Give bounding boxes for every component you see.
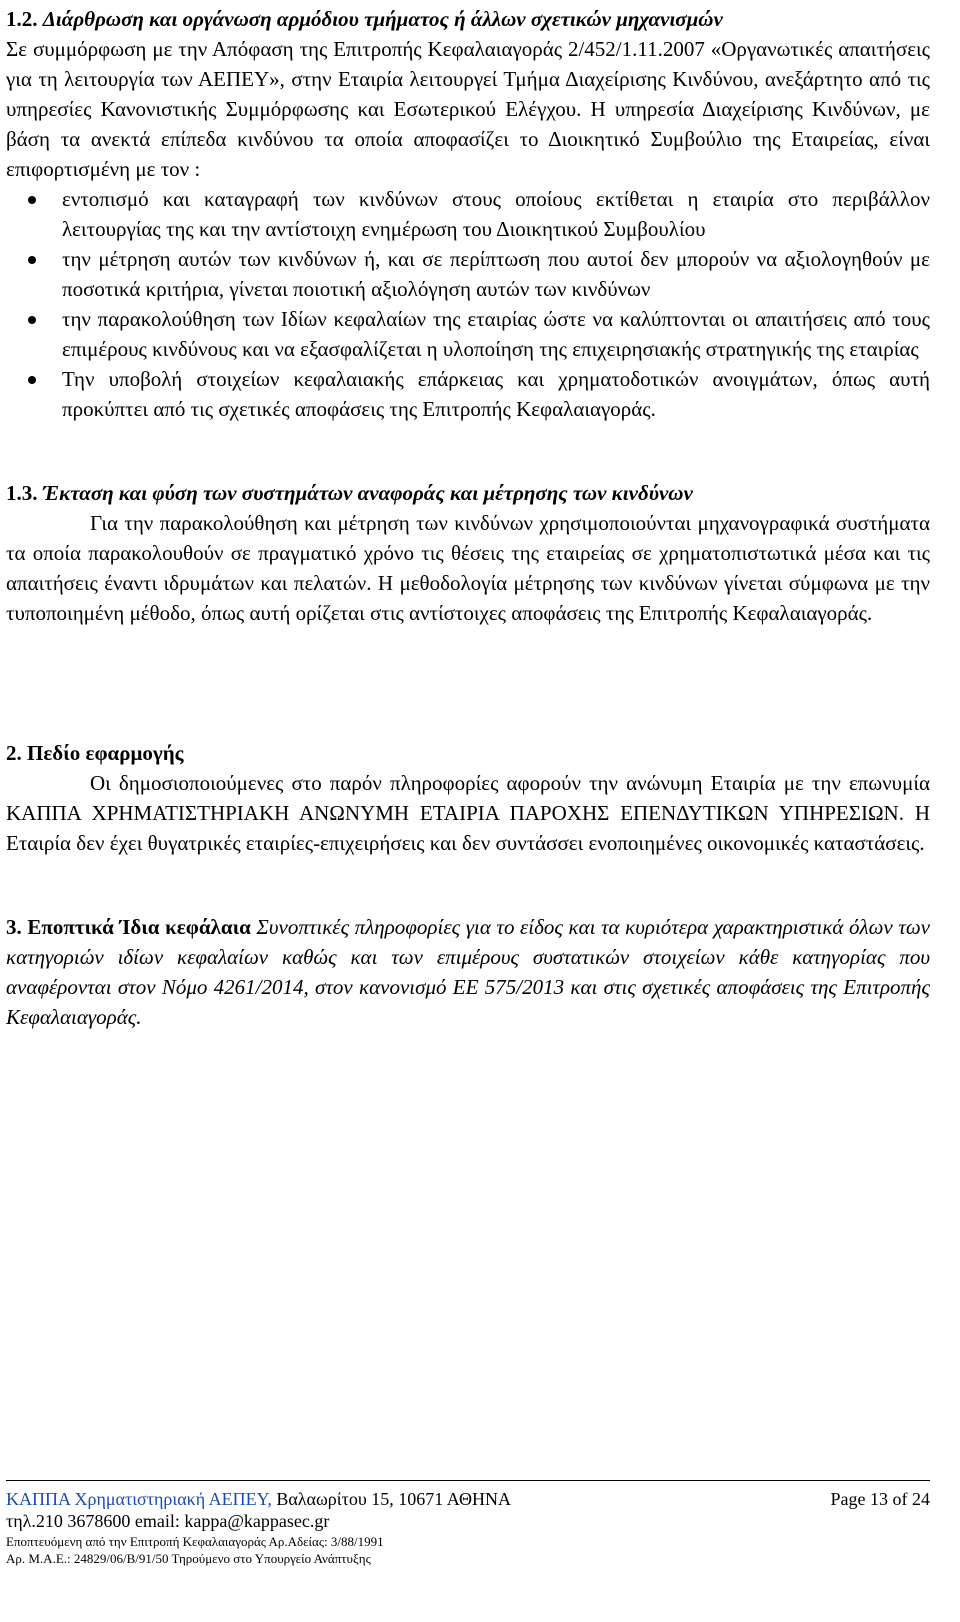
section-1-3-heading [6, 478, 930, 508]
section-2-body: Οι δημοσιοποιούμενες στο παρόν πληροφορίες αφορούν την ανώνυμη Εταιρία με την επωνυμία ΚΑΠΠΑ ΧΡΗΜΑΤΙΣΤΗΡΙΑΚΗ ΑΝΩΝΥΜΗ ΕΤΑΙΡΙΑ ΠΑΡΟΧΗΣ ΕΠΕΝΔΥΤΙΚΩΝ ΥΠΗΡΕΣΙΩΝ. Η Εταιρία δεν έχει θυγατρικές εταιρίες-επιχειρήσεις και δεν συντάσσει ενοποιημένες οικονομικές καταστάσεις. [6, 771, 930, 855]
section-3-paragraph [6, 912, 930, 1032]
footer-supervision: Εποπτευόμενη από την Επιτροπή Κεφαλαιαγοράς Αρ.Αδείας: 3/88/1991 [6, 1534, 384, 1549]
section-1-2-heading [6, 4, 930, 34]
bullet-icon [28, 196, 36, 204]
list-item: την μέτρηση αυτών των κινδύνων ή, και σε περίπτωση που αυτοί δεν μπορούν να αξιολογηθούν με ποσοτικά κριτήρια, γίνεται ποιοτική αξιολόγηση αυτών των κινδύνων [6, 244, 930, 304]
section-2-heading: 2. Πεδίο εφαρμογής [6, 741, 184, 765]
footer-contact: τηλ.210 3678600 email: kappa@kappasec.gr [6, 1511, 330, 1531]
section-number: 1.3. [6, 481, 38, 505]
section-title: Έκταση και φύση των συστημάτων αναφοράς και μέτρησης των κινδύνων [42, 481, 693, 505]
footer-address: Βαλαωρίτου 15, 10671 ΑΘΗΝΑ [271, 1489, 512, 1509]
section-1-2-intro: Σε συμμόρφωση με την Απόφαση της Επιτροπής Κεφαλαιαγοράς 2/452/1.11.2007 «Οργανωτικές απαιτήσεις για τη λειτουργία των ΑΕΠΕΥ», στην Εταιρία λειτουργεί Τμήμα Διαχείρισης Κινδύνου, ανεξάρτητο από τις υπηρεσίες Κανονιστικής Συμμόρφωσης και Εσωτερικού Ελέγχου. Η υπηρεσία Διαχείρισης Κινδύνων, με βάση τα ανεκτά επίπεδα κινδύνου τα οποία αποφασίζει το Διοικητικό Συμβούλιο της Εταιρείας, είναι επιφορτισμένη με τον : [6, 37, 930, 181]
bullet-icon [28, 376, 36, 384]
page-number: Page 13 of 24 [830, 1489, 930, 1509]
bullet-icon [28, 316, 36, 324]
section-3-heading: 3. Εποπτικά Ίδια κεφάλαια [6, 915, 251, 939]
footer-registry: Αρ. Μ.Α.Ε.: 24829/06/Β/91/50 Τηρούμενο στο Υπουργείο Ανάπτυξης [6, 1551, 371, 1566]
section-title: Διάρθρωση και οργάνωση αρμόδιου τμήματος ή άλλων σχετικών μηχανισμών [42, 7, 723, 31]
footer-line-1 [6, 1488, 930, 1510]
section-number: 1.2. [6, 7, 38, 31]
section-3-body: Συνοπτικές πληροφορίες για το είδος και τα κυριότερα χαρακτηριστικά όλων των κατηγοριών ιδίων κεφαλαίων καθώς και των επιμέρους συστατικών στοιχείων κάθε κατηγορίας που αναφέρονται στον Νόμο 4261/2014, στον κανονισμό ΕΕ 575/2013 και στις σχετικές αποφάσεις της Επιτροπής Κεφαλαιαγοράς. [6, 915, 931, 1029]
bullet-icon [28, 256, 36, 264]
risk-duties-list [6, 184, 930, 424]
list-item: την παρακολούθηση των Ιδίων κεφαλαίων της εταιρίας ώστε να καλύπτονται οι απαιτήσεις από τους επιμέρους κινδύνους και να εξασφαλίζεται η υλοποίηση της επιχειρησιακής στρατηγικής της εταιρίας [6, 304, 930, 364]
footer-divider [6, 1480, 930, 1481]
section-1-3-body: Για την παρακολούθηση και μέτρηση των κινδύνων χρησιμοποιούνται μηχανογραφικά συστήματα τα οποία παρακολουθούν σε πραγματικό χρόνο τις θέσεις της εταιρείας σε χρηματοπιστωτικά μέσα και τις απαιτήσεις έναντι ιδρυμάτων και πελατών. Η μεθοδολογία μέτρησης των κινδύνων γίνεται σύμφωνα με την τυποποιημένη μέθοδο, όπως αυτή ορίζεται στις αντίστοιχες αποφάσεις της Επιτροπής Κεφαλαιαγοράς. [6, 511, 930, 625]
list-item: εντοπισμό και καταγραφή των κινδύνων στους οποίους εκτίθεται η εταιρία στο περιβάλλον λειτουργίας της και την αντίστοιχη ενημέρωση του Διοικητικού Συμβουλίου [6, 184, 930, 244]
list-item: Την υποβολή στοιχείων κεφαλαιακής επάρκειας και χρηματοδοτικών ανοιγμάτων, όπως αυτή προκύπτει από τις σχετικές αποφάσεις της Επιτροπής Κεφαλαιαγοράς. [6, 364, 930, 424]
document-page [6, 0, 930, 1032]
footer-firm: ΚΑΠΠΑ Χρηματιστηριακή ΑΕΠΕΥ, [6, 1489, 272, 1509]
